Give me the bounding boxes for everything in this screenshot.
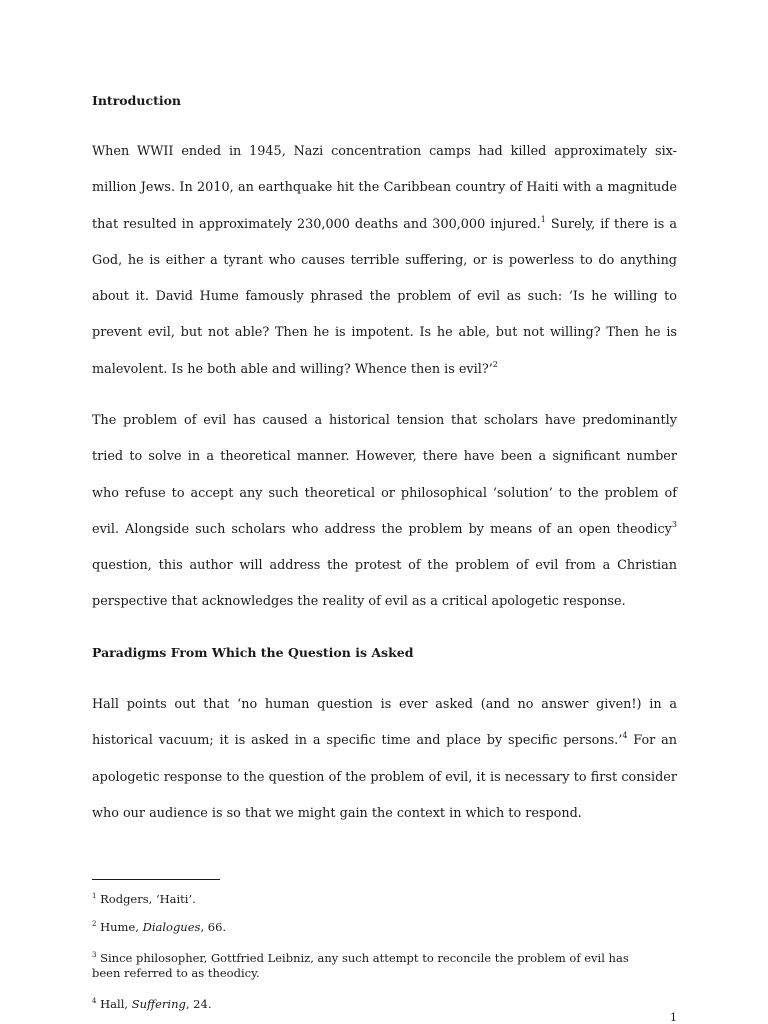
paragraph-text: Surely, if there is a God, he is either a tyrant who causes terrible suffering, or is powerless to do anything about it. David Hume famously phrased the problem of evil as such: ‘Is he willing to prevent evil, but not able? Then he is impotent. Is he able, but not willing? Then he is malevolent. Is he both able and willing? Whence then is evil?’ xyxy=(92,216,677,377)
footnote-number: 4 xyxy=(92,997,97,1005)
paragraph-paradigms-1 xyxy=(92,687,677,832)
paragraph-intro-1 xyxy=(92,134,677,388)
footnote-text: Hume, xyxy=(100,920,143,934)
footnote-1 xyxy=(92,892,652,907)
footnote-ref-3[interactable]: 3 xyxy=(671,519,677,529)
section-heading-paradigms: Paradigms From Which the Question is Asked xyxy=(92,645,414,660)
footnote-text: , 66. xyxy=(200,920,227,934)
section-heading-introduction: Introduction xyxy=(92,93,182,108)
footnote-number: 1 xyxy=(92,892,97,900)
paragraph-text: When WWII ended in 1945, Nazi concentration camps had killed approximately six-million Jews. In 2010, an earthquake hit the Caribbean country of Haiti with a magnitude that resulted in approximately 230,000 deaths and 300,000 injured. xyxy=(92,144,677,232)
footnote-2 xyxy=(92,920,652,935)
paragraph-intro-2 xyxy=(92,403,677,621)
footnote-text: Rodgers, ‘Haiti’. xyxy=(100,892,196,906)
footnote-text: Since philosopher, Gottfried Leibniz, any such attempt to reconcile the problem of evil has been referred to as theodicy. xyxy=(92,951,629,980)
paragraph-text: Hall points out that ‘no human question is ever asked (and no answer given!) in a historical vacuum; it is asked in a specific time and place by specific persons.’ xyxy=(92,697,677,749)
footnote-separator xyxy=(92,879,220,880)
paragraph-text: question, this author will address the protest of the problem of evil from a Christian perspective that acknowledges the reality of evil as a critical apologetic response. xyxy=(92,558,677,610)
paragraph-text: The problem of evil has caused a historical tension that scholars have predominantly tried to solve in a theoretical manner. However, there have been a significant number who refuse to accept any such theoretical or philosophical ‘solution’ to the problem of evil. Alongside such scholars who address the problem by means of an open theodicy xyxy=(92,413,677,537)
footnote-title: Suffering xyxy=(131,997,186,1011)
footnote-4 xyxy=(92,997,652,1012)
footnote-text: Hall, xyxy=(100,997,132,1011)
footnote-title: Dialogues xyxy=(142,920,201,934)
paragraph-text: For an apologetic response to the question of the problem of evil, it is necessary to first consider who our audience is so that we might gain the context in which to respond. xyxy=(92,733,677,821)
footnote-number: 3 xyxy=(92,951,97,959)
footnote-ref-1[interactable]: 1 xyxy=(540,214,546,224)
footnote-3 xyxy=(92,951,652,981)
footnote-number: 2 xyxy=(92,920,97,928)
page-number: 1 xyxy=(670,1011,677,1024)
footnote-text: , 24. xyxy=(185,997,212,1011)
footnote-ref-2[interactable]: 2 xyxy=(492,359,498,369)
footnote-ref-4[interactable]: 4 xyxy=(622,731,628,741)
